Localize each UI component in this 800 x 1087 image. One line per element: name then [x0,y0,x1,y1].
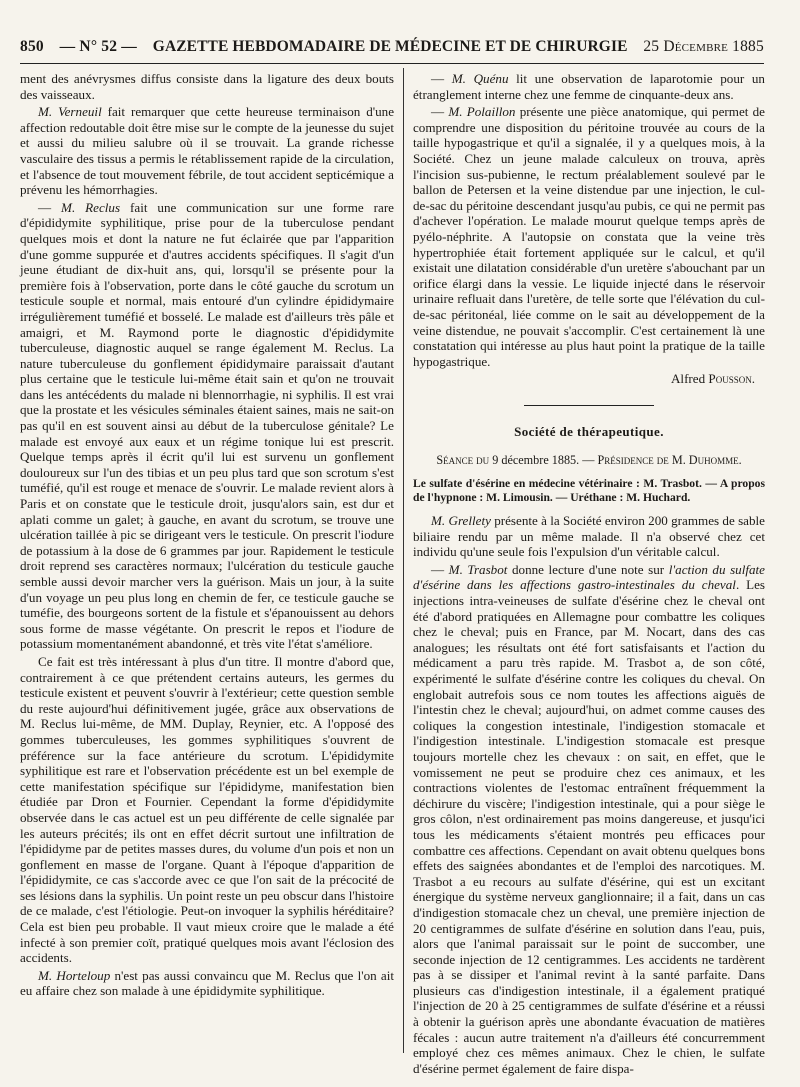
journal-title: GAZETTE HEBDOMADAIRE DE MÉDECINE ET DE CHIRURGIE [152,38,628,55]
section-heading: Société de thérapeutique. [514,423,664,439]
paragraph [413,513,765,560]
paragraph-text: présente à la Société environ 200 grammes de sable biliaire rendu par un même malade. Il n'a observé chez cet individu qu'une seule fois l'expulsion d'un véritable calcul. [413,513,765,560]
session-date: 9 décembre 1885 [492,453,577,468]
paragraph [413,104,765,369]
paragraph-text: fait une communication sur une forme rare d'épididymite syphilitique, prise pour de la tuberculose pendant quelques mois et dont la nature ne fut éclairée que par l'apparition d'une gomme suppurée et d'autres accidents spécifiques. Il s'agit d'un jeune étudiant de dix-huit ans, qui, lorsqu'il se présente pour la première fois à l'observation, porte dans le côté gauche du scrotum un testicule souple et normal, mais entouré d'un cylindre épididymaire irrégulièrement tuméfié et bosselé. Le malade est d'ailleurs très pâle et amaigri, et M. Raymond porte le diagnostic d'épididymite tuberculeuse, diagnostic auquel se range également M. Reclus. La nature tuberculeuse du gonflement épididymaire paraissait d'autant plus certaine que le testicule lui-même était sain et qu'on ne trouvait dans les antécédents du malade ni blennorrhagie, ni syphilis. Il est vrai que la prostate et les vésicules séminales étaient saines, mais ne sait-on pas qu'il en est souvent ainsi au début de la tuberculose génitale? Le malade est envoyé aux eaux et un régime tonique lui est prescrit. Quelque temps après il écrit qu'il lui est survenu un gonflement douloureux sur l'un des tibias et un peu plus tard que son scrotum s'est tuméfié, qu'il est rouge et menace de s'ouvrir. Le malade revient alors à Paris et on constate que le testicule droit, jusqu'alors sain, est dur et aplati comme un galet; à gauche, en avant du scrotum, se trouve une ulcération taillée à pic se dirigeant vers le testicule. On prescrit l'iodure de potassium à la dose de 6 grammes par jour. Rapidement le testicule droit reprend ses caractères normaux; l'ulcération du testicule gauche semble aussi devoir marcher vers la guérison. Mais un jour, à la suite d'un voyage un peu plus long en chemin de fer, ce testicule gauche se tuméfie, des bourgeons sortent de la fistule et s'épanouissent au dehors sous forme de masse végétante. On prescrit le repos et l'iodure de potassium momentanément abandonné, et très vite l'état s'améliore. [20,199,394,652]
issue-number: — N° 52 — [59,38,137,55]
date-day: 25 [643,38,660,55]
paragraph [20,968,394,999]
speaker-name: M. Horteloup [38,967,111,983]
paragraph: ment des anévrysmes diffus consiste dans la ligature des deux bouts des vaisseaux. [20,71,394,102]
paragraph: Ce fait est très intéressant à plus d'un titre. Il montre d'abord que, contrairement à ce que prétendent certains auteurs, les germes du testicule existent et peuvent s'ouvrir à l'extérieur; cette question semble du reste aujourd'hui définitivement jugée, grâce aux observations de M. Reclus lui-même, de MM. Duplay, Reynier, etc. A l'opposé des gommes tuberculeuses, les gommes syphilitiques s'ouvrent de préférence sur la face antérieure du scrotum. L'épididymite syphilitique est rare et l'observation précédente est un bel exemple de cette manifestation spécifique sur l'épididyme, manifestation bien étudiée par Dron et Fournier. Cependant la forme d'épididymite observée dans le cas actuel est un peu différente de celle signalée par les auteurs précités; ils ont en effet décrit surtout une infiltration de l'épididyme par de petites masses dures, du volume d'un pois et non un gonflement en masse de l'organe. Quant à l'époque d'apparition de l'épididymite, ce cas s'accorde avec ce que l'on sait de la précocité de ses lésions dans la syphilis. Un point reste un peu obscur dans l'histoire de ce malade, c'est l'étiologie. Peut-on invoquer la syphilis héréditaire? Cela est bien peu probable. Il vaut mieux croire que le malade a été infecté à son premier coït, pratiqué quelques mois avant l'éclosion des accidents. [20,653,394,966]
right-column [413,71,766,1076]
page-number: 850 [20,38,44,55]
speaker-name: M. Grellety [431,513,491,529]
session-president: . — Présidence de M. Duhomme. [576,453,742,468]
dash: — [431,561,449,577]
speaker-name: M. Verneuil [38,104,102,120]
dash: — [38,199,62,215]
date-year: 1885 [732,38,764,55]
date-month: Décembre [663,38,729,55]
header-rule [20,63,764,64]
column-divider [403,68,404,1053]
paragraph-text: fait remarquer que cette heureuse terminaison d'une affection redoutable doit être mise sur le compte de la jeunesse du sujet et aussi du milieu salubre où il se trouvait. La grande richesse vasculaire des tissus a permis le rétablissement rapide de la circulation, et l'absence de tout mouvement fébrile, de tout accident septicémique a prévenu les hémorrhagies. [20,104,394,198]
paragraph-text: n'est pas aussi convaincu que M. Reclus que l'on ait eu affaire chez son malade à une épididymite syphilitique. [20,967,394,999]
signature-first-name: Alfred [670,371,709,387]
paragraph [20,104,394,198]
paragraph [413,71,765,102]
paragraph-text: donne lecture d'une note sur [507,561,669,577]
paragraph-text: . Les injections intra-veineuses de sulfate d'ésérine chez le cheval ont été d'abord pratiquées en Allemagne pour combattre les coliques chez le cheval; puis en France, par M. Nocart, dans des cas analogues; les résultats ont été fort satisfaisants et l'action du médicament a paru très rapide. M. Trasbot a, de son côté, expérimenté le sulfate d'ésérine contre les coliques du cheval. On englobait autrefois sous ce nom toutes les affections aiguës de l'intestin chez le cheval; aujourd'hui, on admet comme causes des coliques la congestion intestinale, l'indigestion stomacale et l'indigestion intestinale. L'indigestion stomacale est presque toujours mortelle chez les chevaux : on sait, en effet, que le vomissement ne peut se produire chez ces animaux, et les contractions violentes de l'estomac entraînent fréquemment la déchirure du viscère; l'indigestion intestinale, qui a pour siège le gros côlon, n'est ordinairement pas moins dangereuse, et jusqu'ici tous les médicaments s'étaient montrés peu efficaces pour combattre ces affections. Cependant on avait obtenu quelques bons effets des saignées abondantes et de l'emploi des narcotiques. M. Trasbot a eu recours au sulfate d'ésérine, qui est un excitant énergique du système nerveux ganglionnaire; il a fait, dans un cas d'indigestion stomacale chez un cheval, une première injection de 20 centigrammes de sulfate d'ésérine en solution dans l'eau, puis, alors que l'animal paraissait sur le point de succomber, une seconde injection de 12 centigrammes. Les accidents ne tardèrent pas à se dissiper et l'animal revint à la santé parfaite. Dans plusieurs cas d'indigestion intestinale, il a également pratiqué l'injection de 20 à 25 centigrammes de sulfate d'ésérine et a réussi à obtenir la guérison après une abondante évacuation de matières fécales : aucun autre traitement n'a d'ailleurs été concurremment employé chez ces mêmes animaux. Chez le chien, le sulfate d'ésérine permet également de faire dispa- [413,577,766,1076]
issue-date [643,38,764,56]
dash: — [431,71,452,86]
paragraph [413,562,765,1077]
paragraph [20,200,394,652]
paragraph-text: présente une pièce anatomique, qui permet de comprendre une disposition du péritoine trouvée au cours de la taille hypogastrique et qu'il a signalée, il y a quelques mois, à la Société. Chez un jeune malade calculeux on trouva, après l'incision sus-pubienne, le rectum préalablement soulevé par le ballon de Petersen et la veine distendue par une injection, le cul-de-sac du péritoine descendant jusqu'au pubis, ce qui ne permit pas d'achever l'opération. Le malade mourut quelque temps après de pyélo-néphrite. A l'autopsie on constata que la veine très hypertrophiée était fortement appliquée sur le calcul, et qu'il existait une dilatation considérable d'un uretère s'abouchant par un orifice élargi dans la vessie. Le liquide injecté dans le réservoir urinaire refluait dans l'uretère, de telle sorte que l'élévation du cul-de-sac péritonéal, liée comme on le sait au développement de la veine distendue, ne pouvait s'accomplir. C'est certainement là une constatation qui intéresse au plus haut point la pratique de la taille hypogastrique. [413,104,765,369]
left-column [20,71,394,1053]
author-signature [413,371,755,387]
session-summary: Le sulfate d'ésérine en médecine vétérinaire : M. Trasbot. — A propos de l'hypnone : M. Limousin. — Uréthane : M. Huchard. [413,477,765,505]
signature-last-name: Pousson. [708,371,755,387]
speaker-name: M. Trasbot [448,561,508,577]
note-title: l'action du sulfate d'ésérine dans les affections gastro-intestinales du cheval [413,561,765,593]
paragraph-text: lit une observation de laparotomie pour un étranglement interne chez une femme de cinquante-deux ans. [413,71,765,102]
session-label: Séance du [436,453,493,468]
page-header [20,38,764,60]
section-separator [524,405,654,406]
speaker-name: M. Reclus [61,199,121,215]
speaker-name: M. Polaillon [448,104,516,120]
speaker-name: M. Quénu [451,71,509,86]
dash: — [431,104,449,120]
session-line [413,453,765,469]
